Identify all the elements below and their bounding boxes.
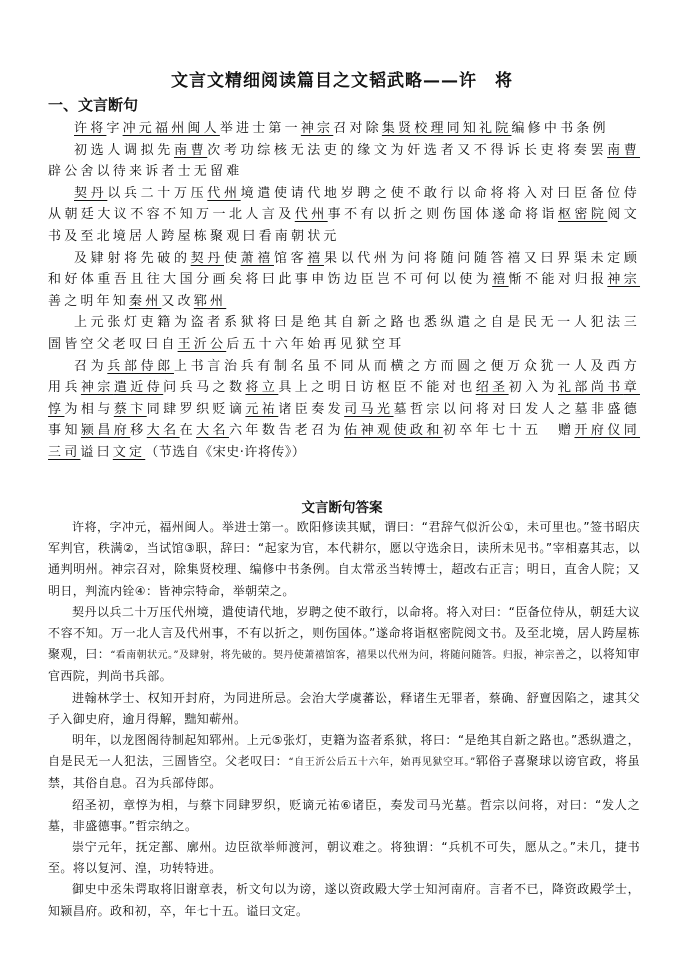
proper-noun-underlined: 契丹 bbox=[74, 185, 108, 201]
text-run: 契丹以兵二十万压代州境，遣使请代地，岁聘之使不敢行，以命将。将入对曰：“臣备位侍从，朝廷大议不容不知。万一北人言及代州事，不有以折之，则伤国体。”遂命将诣枢密院阅文书。及至北境，居人跨屋栋聚观，曰： bbox=[48, 604, 640, 662]
text-run: 初入为 bbox=[508, 380, 558, 396]
answer-paragraph bbox=[48, 730, 640, 795]
answer-paragraph bbox=[48, 602, 640, 688]
proper-noun-underlined: 神宗 bbox=[300, 121, 334, 136]
proper-noun-underlined: 大名 bbox=[146, 423, 180, 439]
text-run: 明年，以龙图阁待制起知郓州。上元⑤张灯，吏籍为盗者系狱，将曰：“是绝其自新之路也。”悉纵遣之，自是民无一人犯法，三圄皆空。父老叹曰： bbox=[48, 733, 640, 769]
text-run: 初卒年七十五 赠 bbox=[442, 423, 575, 439]
text-run: 上书言治兵有制名虽不同从而横之方而圆之便万众犹一人及西方用兵 bbox=[48, 358, 640, 396]
exercise-paragraph bbox=[48, 183, 640, 248]
answer-heading: 文言断句答案 bbox=[301, 500, 383, 516]
proper-noun-underlined: 契丹 bbox=[190, 250, 224, 266]
text-run: 谥曰 bbox=[80, 444, 113, 460]
proper-noun-underlined: 司马光 bbox=[344, 401, 394, 417]
text-run: 以兵二十万压 bbox=[107, 185, 208, 201]
text-run: 崇宁元年，抚定鄯、廓州。边臣欲举师渡河，朝议难之。将独谓：“兵机不可失，愿从之。”未几，捷书至。将以复河、湟，功转特进。 bbox=[48, 840, 640, 876]
proper-noun-underlined: 开府仪同三司 bbox=[48, 423, 641, 460]
proper-noun-underlined: 郓州 bbox=[193, 293, 227, 309]
text-run: 惭不能对归报 bbox=[508, 272, 608, 288]
section-heading: 一、文言断句 bbox=[48, 96, 139, 114]
proper-noun-underlined: 福州闽人 bbox=[155, 121, 220, 136]
proper-noun-underlined: 萧禧 bbox=[240, 250, 274, 266]
proper-noun-underlined: 蔡卞 bbox=[113, 401, 147, 417]
proper-noun-underlined: 南曹 bbox=[173, 142, 208, 158]
proper-noun-underlined: 秦州 bbox=[129, 293, 162, 309]
text-run: 事不有以折之则伤国体遂命将诣 bbox=[327, 207, 558, 223]
answer-text bbox=[48, 517, 640, 922]
text-run: 郓俗子喜聚球以谤官政，将虽禁，其俗自息。召为兵部侍郎。 bbox=[48, 754, 641, 791]
proper-noun-underlined: 文定 bbox=[112, 444, 146, 460]
text-run: 具上之明日访枢臣不能对也 bbox=[278, 380, 476, 396]
text-run: 进翰林学士、权知开封府，为同进所忌。会治大学虞蕃讼，释诸生无罪者，蔡确、舒亶因陷之，逮其父子入御史府，逾月得解，黜知蕲州。 bbox=[48, 690, 640, 726]
answer-paragraph bbox=[48, 517, 640, 602]
text-run: 许将，字冲元，福州闽人。举进士第一。欧阳修读其赋，谓曰：“君辞气似沂公①，未可里也。”签书昭庆军判官，秩满②，当试馆③职，辞曰：“起家为官，本代耕尔，愿以守选余日，读所未见书。”宰相嘉其志，以通判明州。神宗召对，除集贤校理、编修中书条例。自太常丞当转博士，超改右正言；明日，直舍人院；又明日，判流内铨④：皆神宗特命，举朝荣之。 bbox=[48, 520, 640, 598]
proper-noun-underlined: 南曹 bbox=[607, 142, 641, 158]
proper-noun-underlined: 禧 bbox=[307, 250, 324, 266]
proper-noun-underlined: 集贤校理同知礼院 bbox=[381, 121, 512, 136]
proper-noun-underlined: 冲元 bbox=[122, 121, 156, 136]
text-run: 诸臣奏发 bbox=[278, 401, 345, 417]
text-run: 阅文书及至北境居人跨屋栋聚观曰看南朝状元 bbox=[48, 207, 640, 244]
exercise-paragraph bbox=[48, 312, 640, 355]
answer-paragraph bbox=[48, 837, 640, 879]
text-run: 又改 bbox=[161, 293, 194, 309]
proper-noun-underlined: 将立 bbox=[245, 380, 279, 396]
text-run: 绍圣初，章惇为相，与蔡卞同肆罗织，贬谪元祐⑥诸臣，奏发司马光墓。哲宗以问将，对曰：“发人之墓，非盛德事。”哲宗纳之。 bbox=[48, 797, 640, 833]
text-run: 之，以将知审官西院，判尚书兵部。 bbox=[48, 647, 640, 684]
text-run: 同肆罗织贬谪 bbox=[146, 401, 246, 417]
text-run: 初选人调拟先 bbox=[74, 142, 174, 158]
proper-noun-underlined: 代州 bbox=[294, 207, 328, 223]
note-text: （节选自《宋史·许将传》） bbox=[145, 444, 306, 460]
exercise-paragraph bbox=[48, 140, 640, 183]
text-run: 使 bbox=[223, 250, 241, 266]
proper-noun-underlined: 大名 bbox=[196, 423, 229, 439]
proper-noun-underlined: 佑神观使政和 bbox=[344, 423, 443, 439]
proper-noun-underlined: 神宗 bbox=[80, 380, 114, 396]
note-text: “自王沂公后五十六年，始再见狱空耳。” bbox=[288, 757, 476, 769]
text-run: 移 bbox=[130, 423, 147, 439]
proper-noun-underlined: 章惇 bbox=[48, 380, 640, 417]
text-run: 召对除 bbox=[333, 121, 382, 136]
text-run: 墓哲宗以问将对曰发人之墓非盛德事知 bbox=[48, 401, 640, 439]
proper-noun-underlined: 神宗 bbox=[607, 272, 641, 288]
text-run: 召为 bbox=[74, 358, 108, 374]
text-run: 及肄射将先破的 bbox=[74, 250, 191, 266]
proper-noun-underlined: 元祐 bbox=[245, 401, 279, 417]
text-run: 果以代州为问将随问随答禧又曰界渠未定顾和好体重吾且往大国分画矣将曰此事申饬边臣岂不可何以使为 bbox=[48, 250, 641, 288]
exercise-paragraph bbox=[48, 356, 640, 464]
text-run: 次考功综核无法吏的缘文为奸选者又不得诉长吏将奏罢 bbox=[207, 142, 608, 158]
punctuation-exercise bbox=[48, 118, 640, 464]
text-run: 在 bbox=[179, 423, 197, 439]
text-run: 六年数告老召为 bbox=[228, 423, 345, 439]
text-run: 馆客 bbox=[273, 250, 308, 266]
proper-noun-underlined: 礼部尚书 bbox=[557, 380, 624, 396]
text-run: 编修中书条例 bbox=[511, 121, 609, 136]
text-run: 境遣使请代地岁聘之使不敢行以命将将入对曰臣备位侍从朝廷大议不容不知万一北人言及 bbox=[48, 185, 640, 223]
answer-paragraph bbox=[48, 688, 640, 730]
proper-noun-underlined: 颍昌府 bbox=[80, 423, 131, 439]
proper-noun-underlined: 绍圣 bbox=[475, 380, 509, 396]
proper-noun-underlined: 代州 bbox=[207, 185, 241, 201]
exercise-paragraph bbox=[48, 248, 640, 313]
proper-noun-underlined: 许将 bbox=[74, 121, 107, 136]
answer-paragraph bbox=[48, 795, 640, 837]
exercise-paragraph bbox=[48, 118, 640, 140]
proper-noun-underlined: 禧 bbox=[492, 272, 509, 288]
text-run: 为相与 bbox=[64, 401, 114, 417]
text-run: 上元张灯吏籍为盗者系狱将曰是绝其自新之路也悉纵遣之自是民无一人犯法三圄皆空父老叹曰自 bbox=[48, 315, 640, 352]
proper-noun-underlined: 枢密院 bbox=[557, 207, 608, 223]
proper-noun-underlined: 兵部侍郎 bbox=[107, 358, 174, 374]
text-run: 后五十六年始再见狱空耳 bbox=[226, 336, 405, 352]
proper-noun-underlined: 遣近侍 bbox=[113, 380, 164, 396]
text-run: 辟公舍以待来诉者士无留难 bbox=[48, 164, 243, 180]
note-text: “看南朝状元。”及肆射，将先破的。契丹使萧禧馆客，禧果以代州为问，将随问随答。归报，神宗善 bbox=[110, 650, 566, 662]
text-run: 善之明年知 bbox=[48, 293, 130, 309]
text-run: 字 bbox=[106, 121, 123, 136]
text-run: 举进士第一 bbox=[219, 121, 301, 136]
text-run: 问兵马之数 bbox=[163, 380, 246, 396]
answer-paragraph bbox=[48, 879, 640, 921]
page-title: 文言文精细阅读篇目之文韬武略——许 将 bbox=[171, 71, 513, 91]
text-run: 御史中丞朱谔取将旧谢章表，析文句以为谤，遂以资政殿大学士知河南府。言者不已，降资政殿学士，知颍昌府。政和初，卒，年七十五。谥曰文定。 bbox=[48, 882, 640, 918]
proper-noun-underlined: 王沂公 bbox=[177, 336, 227, 352]
